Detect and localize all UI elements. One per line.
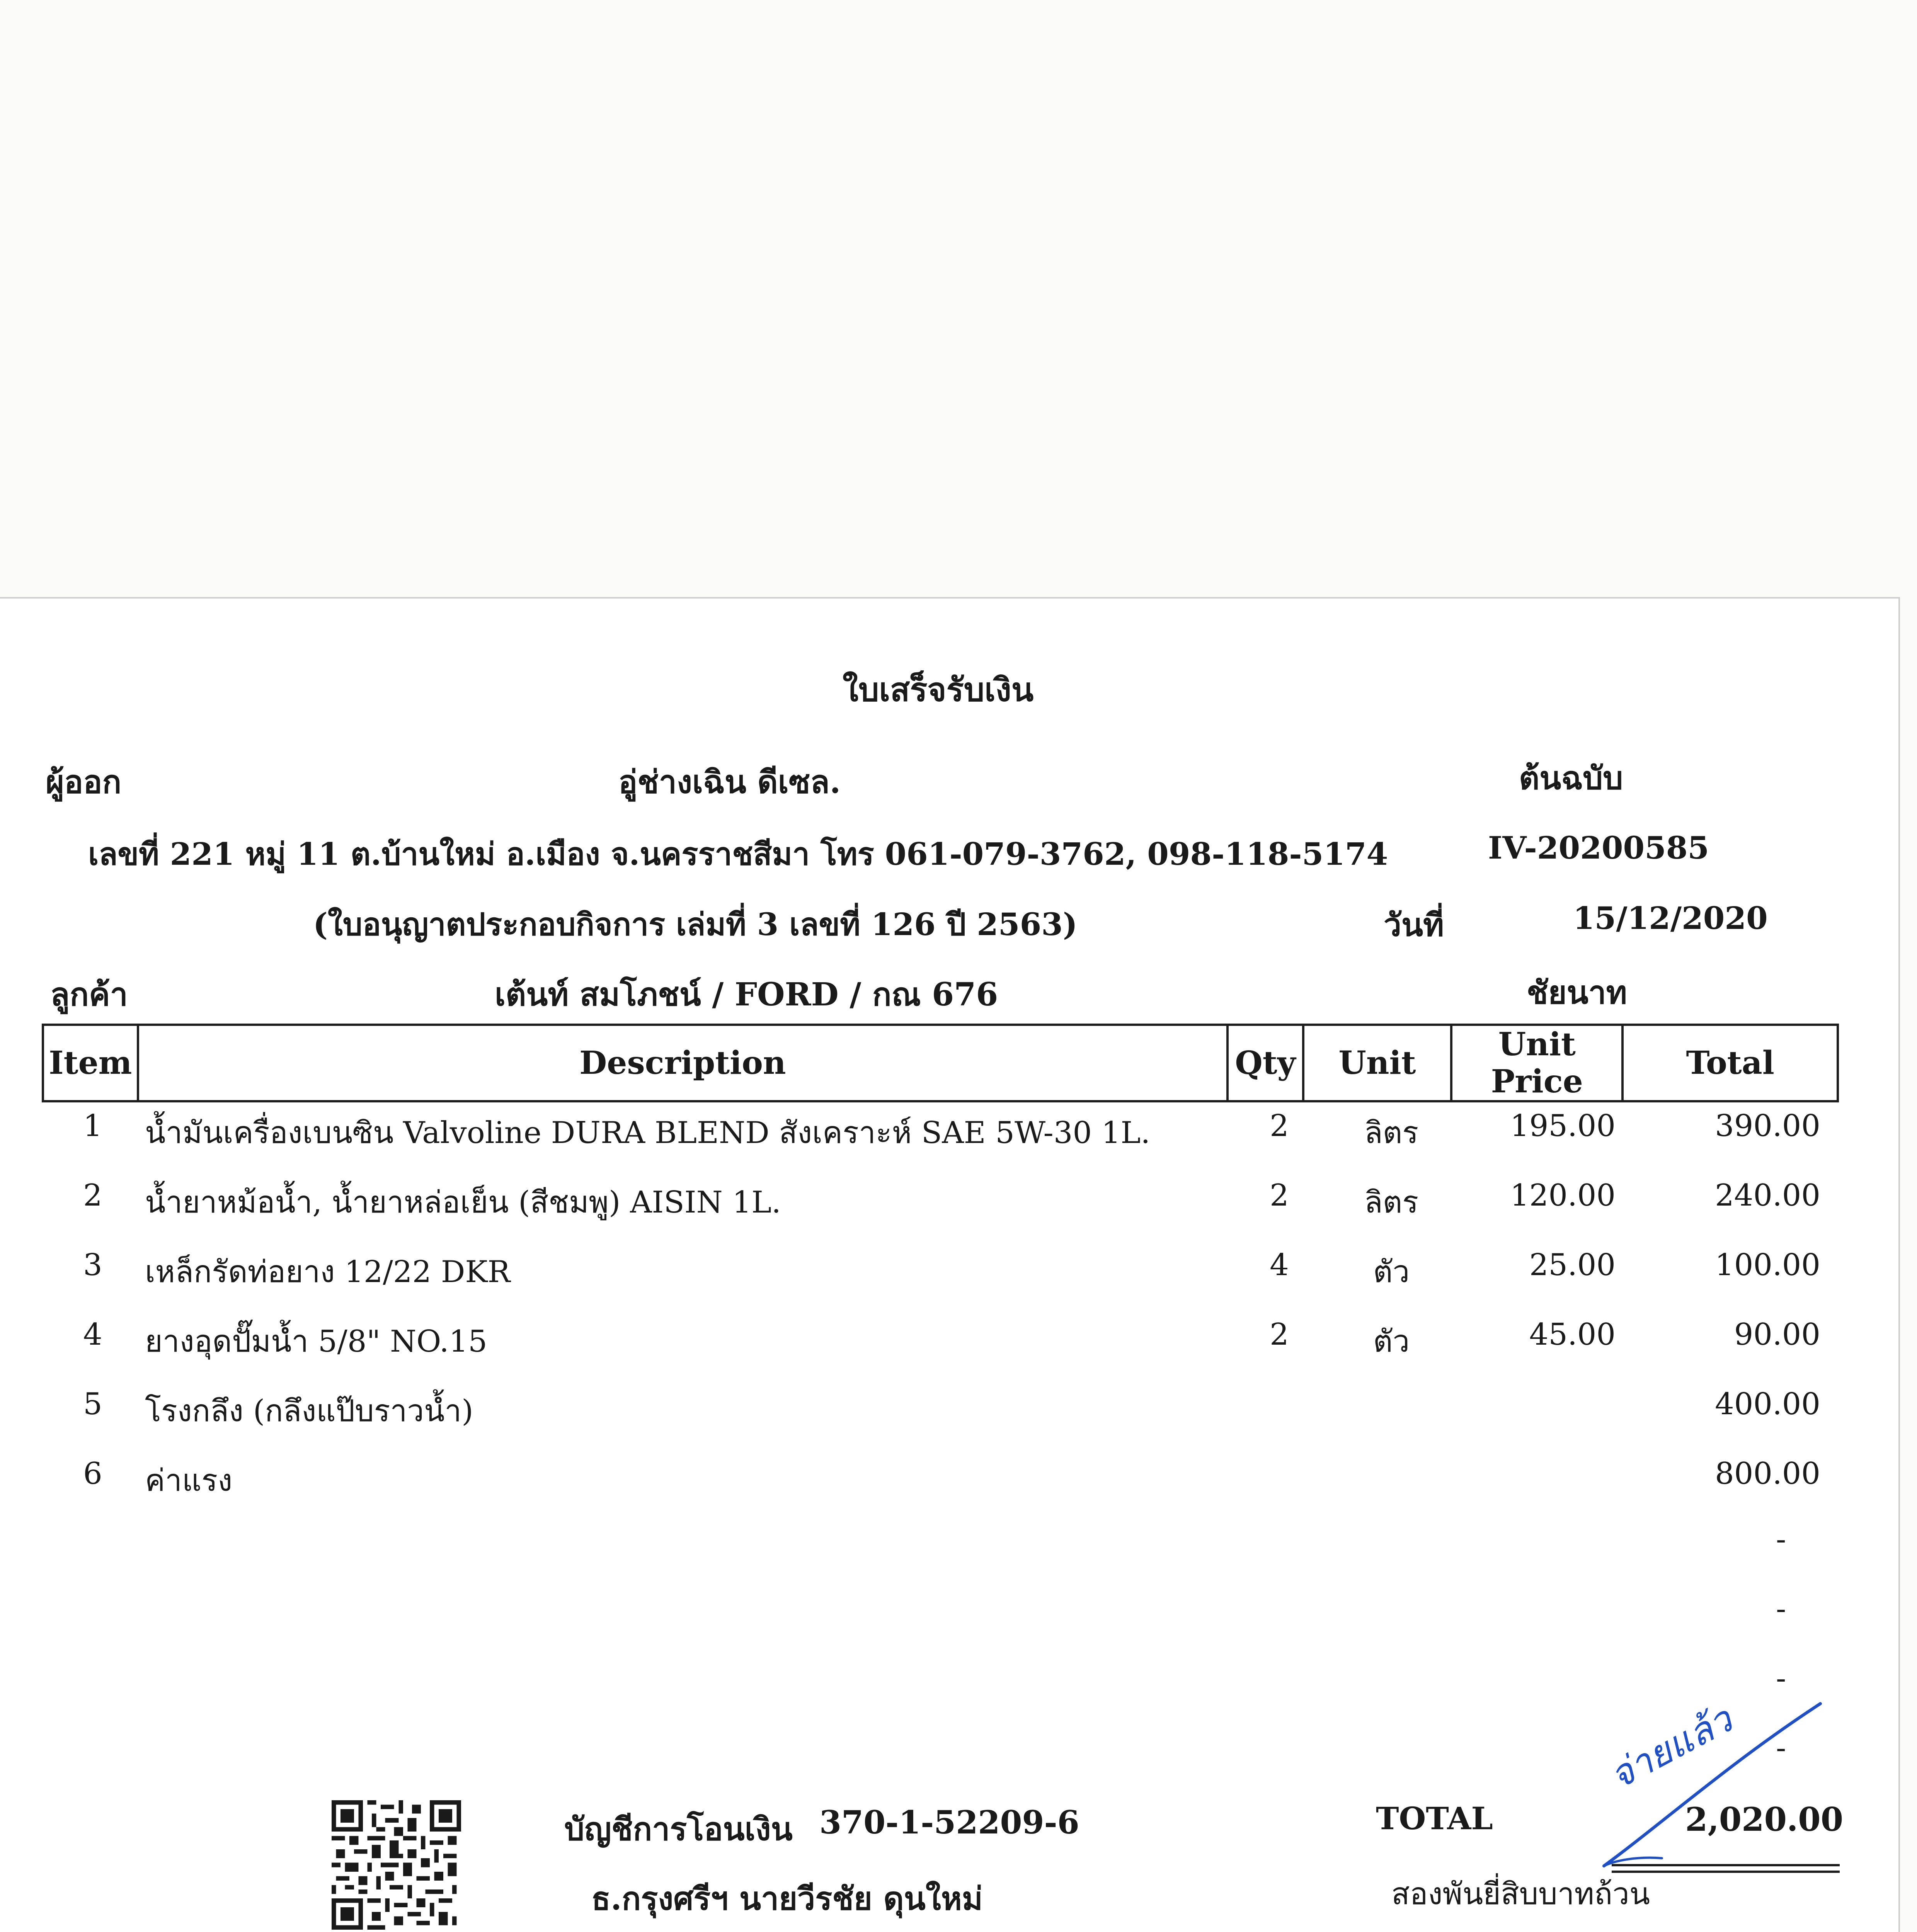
qr-code-icon bbox=[332, 1800, 461, 1930]
header-unit: Unit bbox=[1303, 1025, 1452, 1101]
issuer-label: ผู้ออก bbox=[46, 764, 122, 801]
row-total: 90.00 bbox=[1734, 1317, 1820, 1352]
row-description: ยางอุดปั๊มน้ำ 5/8" NO.15 bbox=[145, 1324, 487, 1359]
items-table-header bbox=[42, 1024, 1839, 1102]
row-description: เหล็กรัดท่อยาง 12/22 DKR bbox=[145, 1255, 511, 1289]
empty-row-mark: - bbox=[1776, 1661, 1786, 1696]
customer-info: เต้นท์ สมโภชน์ / FORD / กณ 676 bbox=[495, 976, 998, 1013]
row-description: โรงกลึง (กลึงแป๊บราวน้ำ) bbox=[145, 1394, 473, 1429]
empty-row-mark: - bbox=[1776, 1522, 1786, 1557]
receipt-sheet bbox=[0, 597, 1900, 1932]
row-item: 4 bbox=[83, 1317, 102, 1352]
header-unit-price: Unit Price bbox=[1451, 1025, 1622, 1101]
invoice-number: IV-20200585 bbox=[1488, 830, 1709, 866]
row-description: น้ำมันเครื่องเบนซิน Valvoline DURA BLEND สังเคราะห์ SAE 5W-30 1L. bbox=[145, 1116, 1151, 1150]
shop-name: อู่ช่างเฉิน ดีเซล. bbox=[618, 764, 841, 801]
row-total: 240.00 bbox=[1715, 1178, 1820, 1213]
row-total: 400.00 bbox=[1715, 1387, 1820, 1422]
row-qty: 2 bbox=[1270, 1109, 1289, 1143]
row-unit-price: 195.00 bbox=[1510, 1109, 1616, 1143]
grand-total: 2,020.00 bbox=[1685, 1800, 1844, 1838]
row-unit-price: 45.00 bbox=[1529, 1317, 1616, 1352]
copy-type: ต้นฉบับ bbox=[1519, 760, 1623, 797]
row-qty: 2 bbox=[1270, 1178, 1289, 1213]
row-description: ค่าแรง bbox=[145, 1463, 233, 1498]
row-total: 800.00 bbox=[1715, 1456, 1820, 1491]
total-in-words: สองพันยี่สิบบาทถ้วน bbox=[1391, 1877, 1650, 1912]
row-total: 100.00 bbox=[1715, 1248, 1820, 1282]
empty-row-mark: - bbox=[1776, 1592, 1786, 1626]
table-row bbox=[0, 1178, 1898, 1232]
bank-account-number: 370-1-52209-6 bbox=[819, 1804, 1079, 1841]
business-license: (ใบอนุญาตประกอบกิจการ เล่มที่ 3 เลขที่ 126 ปี 2563) bbox=[313, 906, 1078, 942]
receipt-date: 15/12/2020 bbox=[1573, 900, 1768, 936]
row-unit-price: 25.00 bbox=[1529, 1248, 1616, 1282]
row-unit: ลิตร bbox=[1364, 1116, 1419, 1150]
bank-account-name: ธ.กรุงศรีฯ นายวีรชัย ดุนใหม่ bbox=[591, 1880, 983, 1917]
header-item: Item bbox=[43, 1025, 138, 1101]
row-item: 3 bbox=[83, 1248, 102, 1282]
table-row bbox=[0, 1109, 1898, 1163]
table-row bbox=[0, 1317, 1898, 1371]
table-row bbox=[0, 1387, 1898, 1441]
empty-row-mark: - bbox=[1776, 1731, 1786, 1765]
table-row bbox=[0, 1248, 1898, 1302]
row-qty: 2 bbox=[1270, 1317, 1289, 1352]
row-item: 1 bbox=[83, 1109, 102, 1143]
total-label: TOTAL bbox=[1376, 1800, 1493, 1837]
paid-signature bbox=[1592, 1696, 1832, 1874]
row-unit: ลิตร bbox=[1364, 1185, 1419, 1220]
row-total: 390.00 bbox=[1715, 1109, 1820, 1143]
row-unit: ตัว bbox=[1373, 1324, 1410, 1359]
customer-label: ลูกค้า bbox=[50, 976, 128, 1013]
date-label: วันที่ bbox=[1384, 906, 1444, 944]
row-unit: ตัว bbox=[1373, 1255, 1410, 1289]
table-row bbox=[0, 1456, 1898, 1510]
row-description: น้ำยาหม้อน้ำ, น้ำยาหล่อเย็น (สีชมพู) AISIN 1L. bbox=[145, 1185, 781, 1220]
customer-province: ชัยนาท bbox=[1527, 974, 1627, 1011]
row-item: 5 bbox=[83, 1387, 102, 1422]
row-item: 2 bbox=[83, 1178, 102, 1213]
paid-stamp-text: จ่ายแล้ว bbox=[1602, 1697, 1740, 1798]
row-item: 6 bbox=[83, 1456, 102, 1491]
bank-account-label: บัญชีการโอนเงิน bbox=[564, 1811, 793, 1848]
row-qty: 4 bbox=[1270, 1248, 1289, 1282]
receipt-title: ใบเสร็จรับเงิน bbox=[843, 670, 1034, 709]
shop-address: เลขที่ 221 หมู่ 11 ต.บ้านใหม่ อ.เมือง จ.นครราชสีมา โทร 061-079-3762, 098-118-5174 bbox=[88, 836, 1388, 872]
header-qty: Qty bbox=[1227, 1025, 1303, 1101]
header-total: Total bbox=[1622, 1025, 1838, 1101]
row-unit-price: 120.00 bbox=[1510, 1178, 1616, 1213]
header-description: Description bbox=[138, 1025, 1227, 1101]
